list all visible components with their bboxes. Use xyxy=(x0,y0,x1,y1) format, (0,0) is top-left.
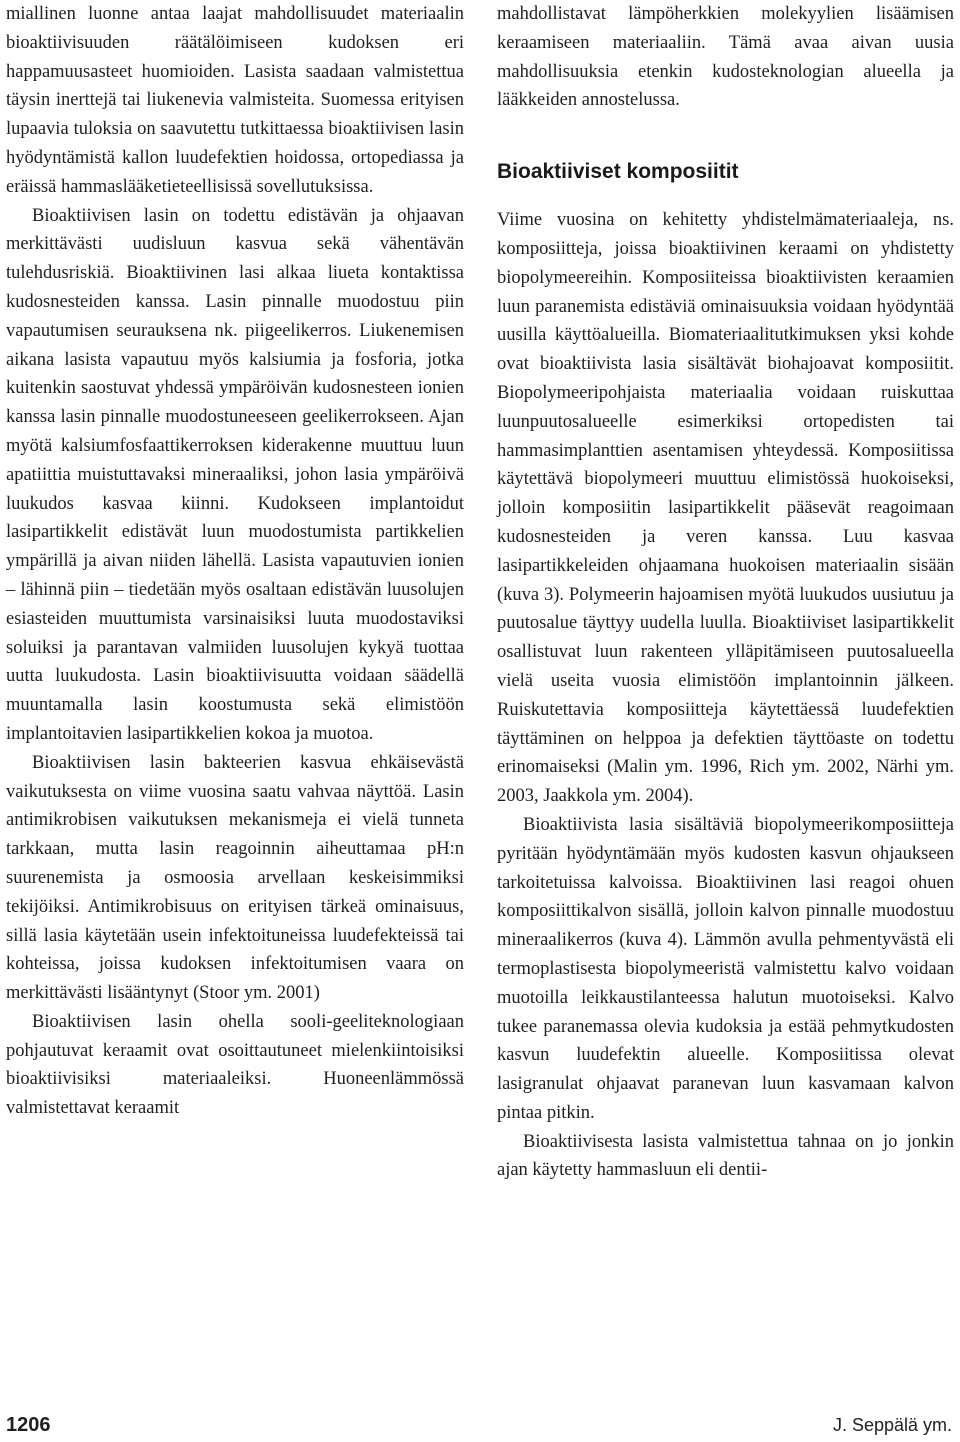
right-column xyxy=(497,0,954,1185)
body-paragraph: Viime vuosina on kehitetty yhdistelmämateriaaleja, ns. komposiitteja, joissa bioaktiivinen keraami on yhdistetty biopolymeereihin. Komposiiteissa bioaktiivisten keraamien luun paranemista edistäviä ominaisuuksia voidaan hyödyntää uusilla käyttöalueilla. Biomateriaalitutkimuksen yksi kohde ovat bioaktiivista lasia sisältävät biohajoavat komposiitit. Biopolymeeripohjaista materiaalia voidaan ruiskuttaa luunpuutosalueelle esimerkiksi ortopedisten tai hammasimplanttien asentamisen yhteydessä. Komposiitissa käytettävä biopolymeeri muuttuu elimistössä huokoiseksi, jolloin komposiitin lasipartikkelit pääsevät reagoimaan kudosnesteiden ja veren kanssa. Luu kasvaa lasipartikkeleiden ohjaamana huokoisen materiaalin sisään (kuva 3). Polymeerin hajoamisen myötä luukudos uusiutuu ja puutosalue täyttyy uudella luulla. Bioaktiiviset lasipartikkelit osallistuvat luun rakenteen ylläpitämiseen puutosalueella vielä useita vuosia elimistöön implantoinnin jälkeen. Ruiskutettavia komposiitteja käytettäessä luudefektien täyttäminen on helppoa ja defektien täyttöaste on todettu erinomaiseksi (Malin ym. 1996, Rich ym. 2002, Närhi ym. 2003, Jaakkola ym. 2004). xyxy=(497,210,954,807)
body-paragraph: Bioaktiivisen lasin ohella sooli-geeliteknologiaan pohjautuvat keraamit ovat osoittautuneet mielenkiintoisiksi bioaktiivisiksi materiaaleiksi. Huoneenlämmössä valmistettavat keraamit xyxy=(6,1011,464,1119)
body-paragraph: Bioaktiivista lasia sisältäviä biopolymeerikomposiitteja pyritään hyödyntämään myös kudosten kasvun ohjaukseen tarkoitetuissa kalvoissa. Bioaktiivinen lasi reagoi ohuen komposiittikalvon sisällä, jolloin kalvon pinnalle muodostuu mineraalikerros (kuva 4). Lämmön avulla pehmentyvästä eli termoplastisesta biopolymeeristä valmistettu kalvo voidaan muotoilla leikkaustilanteessa halutun muotoiseksi. Kalvo tukee paranemassa olevia kudoksia ja estää pehmytkudosten kasvun luudefektin alueelle. Komposiitissa olevat lasigranulat ohjaavat paranevan luun kasvamaan kalvon pintaa pitkin. xyxy=(497,814,954,1123)
page-number: 1206 xyxy=(6,1414,51,1436)
body-paragraph: Bioaktiivisen lasin bakteerien kasvua ehkäisevästä vaikutuksesta on viime vuosina saatu vahvaa näyttöä. Lasin antimikrobisen vaikutuksen mekanismeja ei vielä tunneta tarkkaan, mutta lasin reagoinnin aiheuttamaa pH:n suurenemista ja osmoosia arvellaan keskeisimmiksi tekijöiksi. Antimikrobisuus on erityisen tärkeä ominaisuus, sillä lasia käytetään usein infektoituneissa luudefekteissä tai kohteissa, joissa kudoksen infektoitumisen vaara on merkittävästi lisääntynyt (Stoor ym. 2001) xyxy=(6,752,464,1004)
running-author: J. Seppälä ym. xyxy=(832,1415,952,1435)
left-column xyxy=(6,0,464,1123)
section-heading: Bioaktiiviset komposiitit xyxy=(497,160,739,184)
body-paragraph: Bioaktiivisen lasin on todettu edistävän ja ohjaavan merkittävästi uudisluun kasvua sekä vähentävän tulehdusriskiä. Bioaktiivinen lasi alkaa liueta kontaktissa kudosnesteiden kanssa. Lasin pinnalle muodostuu piin vapautumisen seurauksena nk. piigeelikerros. Liukenemisen aikana lasista vapautuu myös kalsiumia ja fosforia, jotka kuitenkin saostuvat yhdessä ympäröivän kudosnesteen ionien kanssa lasin pinnalle muodostuneeseen geelikerrokseen. Ajan myötä kalsiumfosfaattikerroksen kiderakenne muuttuu luun apatiittia muistuttavaksi mineraaliksi, johon lasia ympäröivä luukudos kasvaa kiinni. Kudokseen implantoidut lasipartikkelit edistävät luun muodostumista partikkelien ympärillä ja aivan niiden lähellä. Lasista vapautuvien ionien – lähinnä piin – tiedetään myös osaltaan edistävän luusolujen esiasteiden muuttumista varsinaisiksi luuta muodostaviksi soluiksi ja parantavan valmiiden luusolujen kykyä tuottaa uutta luukudosta. Lasin bioaktiivisuutta voidaan säädellä muuntamalla lasin koostumusta sekä elimistöön implantoitavien lasipartikkelien kokoa ja muotoa. xyxy=(6,205,464,744)
body-paragraph: mahdollistavat lämpöherkkien molekyylien lisäämisen keraamiseen materiaaliin. Tämä avaa aivan uusia mahdollisuuksia etenkin kudosteknologian alueella ja lääkkeiden annostelussa. xyxy=(497,4,954,111)
body-paragraph: miallinen luonne antaa laajat mahdollisuudet materiaalin bioaktiivisuuden räätälöimiseen kudoksen eri happamuusasteet huomioiden. Lasista saadaan valmistettua täysin inerttejä tai liukenevia valmisteita. Suomessa erityisen lupaavia tuloksia on saavutettu tutkittaessa bioaktiivisen lasin hyödyntämistä kallon luudefektien hoidossa, ortopediassa ja eräissä hammaslääketieteellisissä sovellutuksissa. xyxy=(6,4,464,197)
body-paragraph: Bioaktiivisesta lasista valmistettua tahnaa on jo jonkin ajan käytetty hammasluun eli dentii- xyxy=(497,1131,954,1181)
